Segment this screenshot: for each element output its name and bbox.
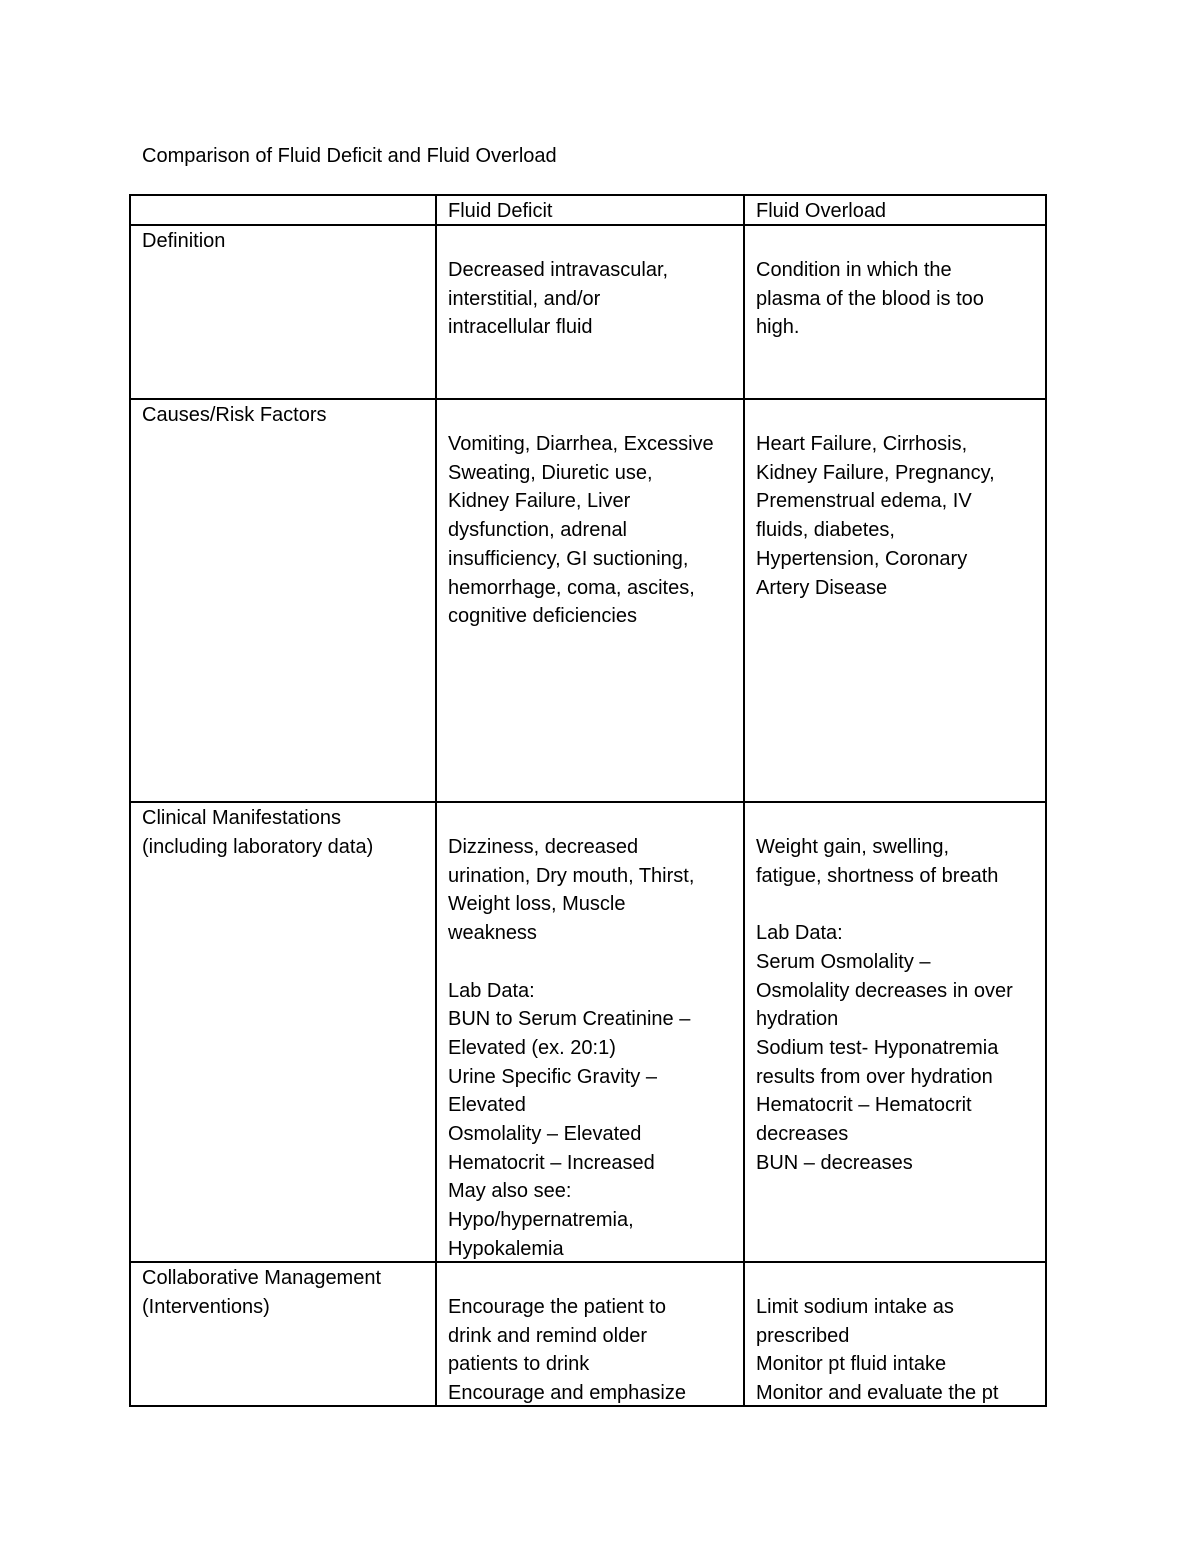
management-deficit-cell	[437, 1263, 745, 1405]
header-empty-cell	[131, 196, 437, 226]
row-label-causes	[131, 400, 437, 803]
cell-text-line: urination, Dry mouth, Thirst,	[448, 864, 695, 887]
cell-text-line: hemorrhage, coma, ascites,	[448, 576, 695, 599]
cell-text-line: Elevated	[448, 1094, 526, 1117]
cell-text-line: fluids, diabetes,	[756, 519, 895, 542]
blank-line	[448, 948, 739, 977]
cell-text-line: Elevated (ex. 20:1)	[448, 1036, 616, 1059]
cell-text-line: Condition in which the	[756, 259, 952, 281]
manifestations-deficit-cell	[437, 803, 745, 1263]
cell-text-line: insufficiency, GI suctioning,	[448, 547, 689, 570]
header-fluid-deficit: Fluid Deficit	[437, 196, 745, 226]
cell-text-line: Osmolality decreases in over	[756, 979, 1013, 1002]
cell-text-line: Vomiting, Diarrhea, Excessive	[448, 433, 714, 455]
definition-deficit-cell	[437, 226, 745, 400]
row-label-definition	[131, 226, 437, 400]
cell-text-line: Encourage the patient to	[448, 1296, 666, 1318]
cell-text-line: Hypertension, Coronary	[756, 547, 968, 570]
cell-text-line: cognitive deficiencies	[448, 605, 637, 628]
cell-text-line: Definition	[142, 230, 226, 252]
cell-text-line: Weight gain, swelling,	[756, 836, 950, 858]
cell-text-line: Monitor pt fluid intake	[756, 1353, 947, 1376]
cell-text-line: BUN – decreases	[756, 1151, 913, 1174]
cell-text-line: prescribed	[756, 1324, 850, 1347]
cell-text-line: Kidney Failure, Liver	[448, 490, 631, 513]
cell-text-line: Osmolality – Elevated	[448, 1123, 642, 1146]
comparison-table	[129, 194, 1047, 1407]
cell-text-line: patients to drink	[448, 1353, 590, 1376]
cell-text-line: intracellular fluid	[448, 316, 593, 339]
manifestations-overload-cell	[745, 803, 1045, 1263]
cell-text-line: hydration	[756, 1008, 839, 1031]
cell-text-line: Decreased intravascular,	[448, 259, 669, 281]
cell-text-line: Hypo/hypernatremia,	[448, 1209, 634, 1232]
cell-text-line: Hypokalemia	[448, 1237, 564, 1260]
cell-text-line: high.	[756, 316, 800, 339]
cell-text-line: Sweating, Diuretic use,	[448, 461, 653, 484]
causes-deficit-cell	[437, 400, 745, 803]
definition-overload-cell	[745, 226, 1045, 400]
row-label-collaborative-management	[131, 1263, 437, 1405]
cell-text-line: Artery Disease	[756, 576, 888, 599]
cell-text-line: results from over hydration	[756, 1065, 993, 1088]
cell-text-line: Monitor and evaluate the pt	[756, 1382, 999, 1405]
cell-text-line: (Interventions)	[142, 1295, 270, 1318]
cell-text-line: Collaborative Management	[142, 1267, 382, 1289]
cell-text-line: Encourage and emphasize	[448, 1382, 686, 1405]
cell-text-line: plasma of the blood is too	[756, 287, 984, 310]
cell-text-line: (including laboratory data)	[142, 835, 374, 858]
cell-text-line: BUN to Serum Creatinine –	[448, 1008, 691, 1031]
management-overload-cell	[745, 1263, 1045, 1405]
cell-text-line: Serum Osmolality –	[756, 950, 931, 973]
cell-text-line: Hematocrit – Hematocrit	[756, 1094, 972, 1117]
cell-text-line: Weight loss, Muscle	[448, 893, 626, 916]
header-fluid-overload: Fluid Overload	[745, 196, 1045, 226]
cell-text-line: Premenstrual edema, IV	[756, 490, 972, 513]
cell-text-line: Clinical Manifestations	[142, 807, 341, 829]
cell-text-line: Lab Data:	[448, 979, 535, 1002]
cell-text-line: Causes/Risk Factors	[142, 404, 327, 426]
cell-text-line: Urine Specific Gravity –	[448, 1065, 657, 1088]
cell-text-line: Heart Failure, Cirrhosis,	[756, 433, 968, 455]
causes-overload-cell	[745, 400, 1045, 803]
cell-text-line: Lab Data:	[756, 922, 843, 945]
cell-text-line: weakness	[448, 922, 537, 945]
cell-text-line: Sodium test- Hyponatremia	[756, 1036, 999, 1059]
cell-text-line: Hematocrit – Increased	[448, 1151, 655, 1174]
row-label-clinical-manifestations	[131, 803, 437, 1263]
cell-text-line: interstitial, and/or	[448, 287, 601, 310]
blank-line	[756, 890, 1041, 919]
cell-text-line: Kidney Failure, Pregnancy,	[756, 461, 995, 484]
document-title: Comparison of Fluid Deficit and Fluid Overload	[142, 145, 557, 167]
cell-text-line: Dizziness, decreased	[448, 836, 639, 858]
cell-text-line: decreases	[756, 1123, 849, 1146]
cell-text-line: drink and remind older	[448, 1324, 647, 1347]
cell-text-line: Limit sodium intake as	[756, 1296, 954, 1318]
cell-text-line: fatigue, shortness of breath	[756, 864, 999, 887]
cell-text-line: dysfunction, adrenal	[448, 519, 628, 542]
cell-text-line: May also see:	[448, 1180, 572, 1203]
